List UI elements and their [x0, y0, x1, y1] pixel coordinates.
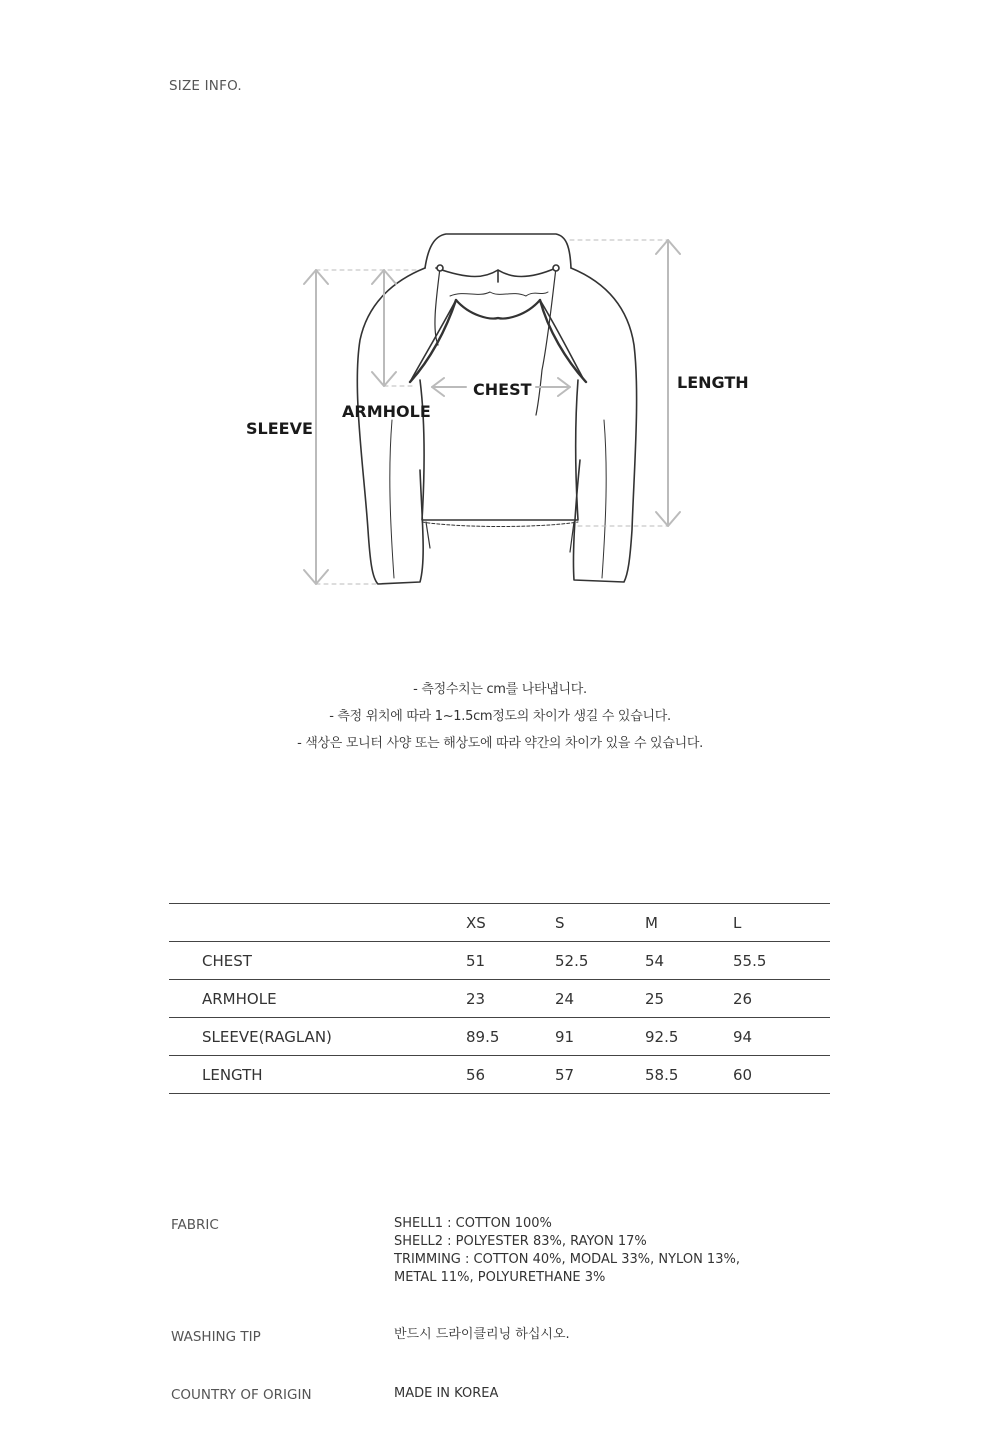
size-table	[169, 903, 830, 1094]
table-cell: 56	[466, 1056, 555, 1094]
table-cell: 54	[645, 942, 733, 980]
fabric-line: METAL 11%, POLYURETHANE 3%	[394, 1270, 606, 1285]
table-cell: 94	[733, 1018, 830, 1056]
washing-tip-value: 반드시 드라이클리닝 하십시오.	[394, 1327, 570, 1342]
fabric-line: SHELL2 : POLYESTER 83%, RAYON 17%	[394, 1234, 647, 1249]
row-label: SLEEVE(RAGLAN)	[169, 1018, 466, 1056]
table-cell: 60	[733, 1056, 830, 1094]
table-cell: 57	[555, 1056, 645, 1094]
measurement-notes	[0, 680, 1000, 761]
fabric-value	[394, 1215, 740, 1287]
table-cell: 89.5	[466, 1018, 555, 1056]
origin-value: MADE IN KOREA	[394, 1386, 499, 1401]
fabric-label: FABRIC	[171, 1217, 219, 1233]
row-label: CHEST	[169, 942, 466, 980]
table-cell: 55.5	[733, 942, 830, 980]
note-line: - 측정수치는 cm를 나타냅니다.	[413, 682, 587, 697]
table-cell: 26	[733, 980, 830, 1018]
fabric-line: TRIMMING : COTTON 40%, MODAL 33%, NYLON 13%,	[394, 1252, 740, 1267]
table-cell: 92.5	[645, 1018, 733, 1056]
table-cell: 25	[645, 980, 733, 1018]
row-label: LENGTH	[169, 1056, 466, 1094]
table-cell: 91	[555, 1018, 645, 1056]
header-cell-l: L	[733, 904, 830, 942]
table-cell: 24	[555, 980, 645, 1018]
fabric-line: SHELL1 : COTTON 100%	[394, 1216, 552, 1231]
table-row	[169, 980, 830, 1018]
table-cell: 52.5	[555, 942, 645, 980]
label-length: LENGTH	[677, 373, 749, 392]
table-row	[169, 942, 830, 980]
header-cell-xs: XS	[466, 904, 555, 942]
header-cell-m: M	[645, 904, 733, 942]
label-sleeve: SLEEVE	[246, 419, 313, 438]
washing-tip-label: WASHING TIP	[171, 1329, 261, 1345]
table-cell: 23	[466, 980, 555, 1018]
label-armhole: ARMHOLE	[342, 402, 431, 421]
table-cell: 51	[466, 942, 555, 980]
header-cell	[169, 904, 466, 942]
size-table-header	[169, 904, 830, 942]
note-line: - 색상은 모니터 사양 또는 해상도에 따라 약간의 차이가 있을 수 있습니다.	[297, 736, 703, 751]
header-cell-s: S	[555, 904, 645, 942]
label-chest: CHEST	[473, 380, 532, 399]
table-row	[169, 1056, 830, 1094]
table-row	[169, 1018, 830, 1056]
section-title: SIZE INFO.	[169, 78, 242, 94]
origin-label: COUNTRY OF ORIGIN	[171, 1387, 312, 1403]
note-line: - 측정 위치에 따라 1~1.5cm정도의 차이가 생길 수 있습니다.	[329, 709, 671, 724]
table-cell: 58.5	[645, 1056, 733, 1094]
row-label: ARMHOLE	[169, 980, 466, 1018]
garment-size-diagram	[0, 200, 1000, 620]
